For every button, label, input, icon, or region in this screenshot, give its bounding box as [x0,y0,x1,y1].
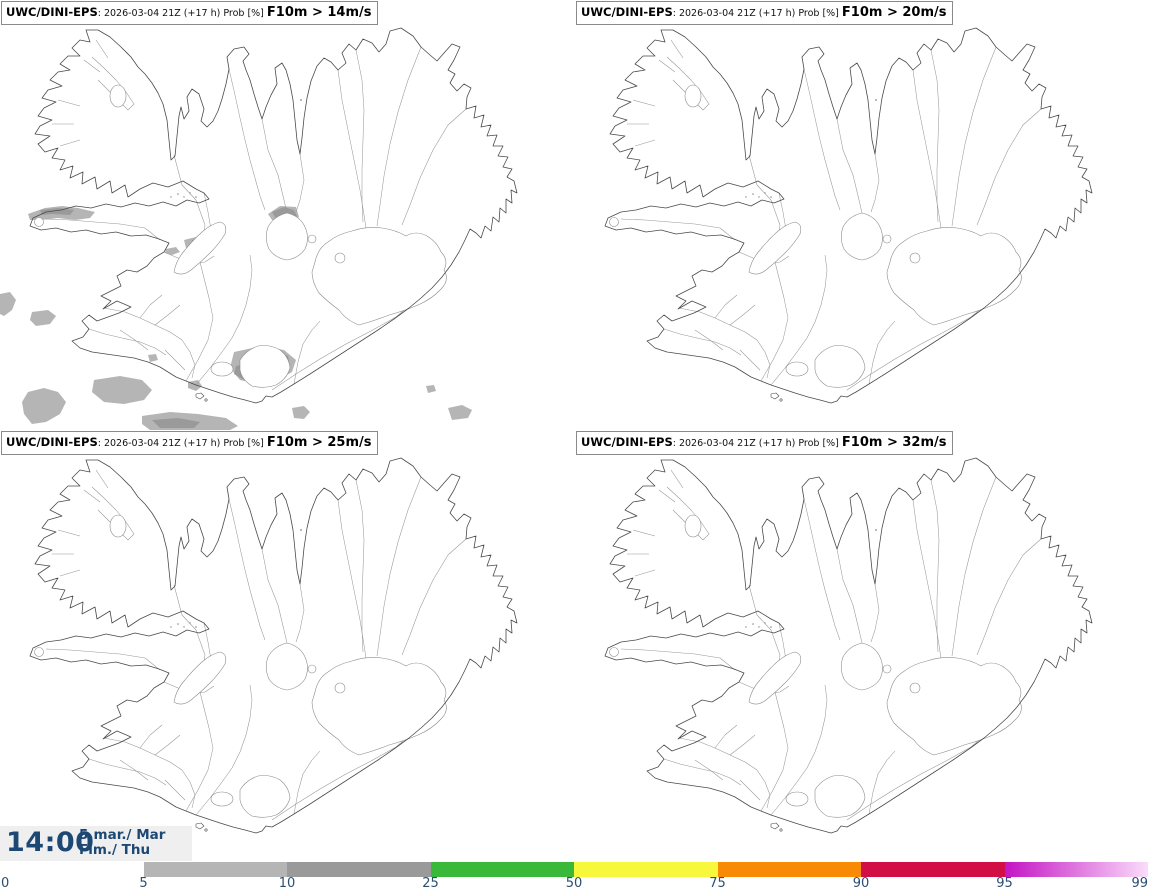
run-info: : 2026-03-04 21Z (+17 h) Prob [%] [672,438,842,449]
panel-title [1,431,378,455]
panel-title [1,1,378,25]
colorbar-tick-label: 99 [1131,876,1148,891]
panel-title [576,431,953,455]
colorbar-tick-label: 10 [278,876,296,891]
threshold-label: F10m > 25m/s [266,435,372,450]
valid-date-line1: 5.mar./ Mar [79,827,166,843]
threshold-label: F10m > 32m/s [841,435,947,450]
colorbar-segment [431,862,575,877]
map-panel-f10m-25ms [0,430,575,860]
colorbar-tick-label: 90 [852,876,870,891]
colorbar-tick-label: 0 [1,876,10,891]
model-name: UWC/DINI-EPS [581,435,673,449]
colorbar-segment [1005,862,1149,877]
panel-title [576,1,953,25]
map-panel-f10m-32ms [575,430,1150,860]
colorbar-segment [0,862,144,877]
valid-time-clock: 14:00 [6,827,95,858]
colorbar-segment [574,862,718,877]
model-name: UWC/DINI-EPS [6,5,98,19]
valid-date-line2: Fim./ Thu [79,842,151,858]
colorbar-tick-label: 75 [709,876,726,891]
valid-time-date [79,828,165,858]
colorbar-tick-label: 5 [139,876,148,891]
map-panel-f10m-14ms [0,0,575,430]
threshold-label: F10m > 14m/s [266,5,372,20]
threshold-label: F10m > 20m/s [841,5,947,20]
iceland-map [0,430,575,860]
colorbar-segment [287,862,431,877]
valid-time [0,826,192,861]
model-name: UWC/DINI-EPS [581,5,673,19]
colorbar-tick-label: 95 [996,876,1013,891]
run-info: : 2026-03-04 21Z (+17 h) Prob [%] [672,8,842,19]
iceland-map [575,430,1150,860]
colorbar-tick-labels [0,876,1150,891]
iceland-map [0,0,575,430]
map-panel-f10m-20ms [575,0,1150,430]
colorbar-segment [144,862,288,877]
model-name: UWC/DINI-EPS [6,435,98,449]
colorbar-tick-label: 50 [565,876,583,891]
run-info: : 2026-03-04 21Z (+17 h) Prob [%] [97,438,267,449]
colorbar-tick-label: 25 [422,876,439,891]
iceland-map [575,0,1150,430]
colorbar-segment [861,862,1005,877]
probability-colorbar [0,862,1150,877]
run-info: : 2026-03-04 21Z (+17 h) Prob [%] [97,8,267,19]
colorbar-segment [718,862,862,877]
